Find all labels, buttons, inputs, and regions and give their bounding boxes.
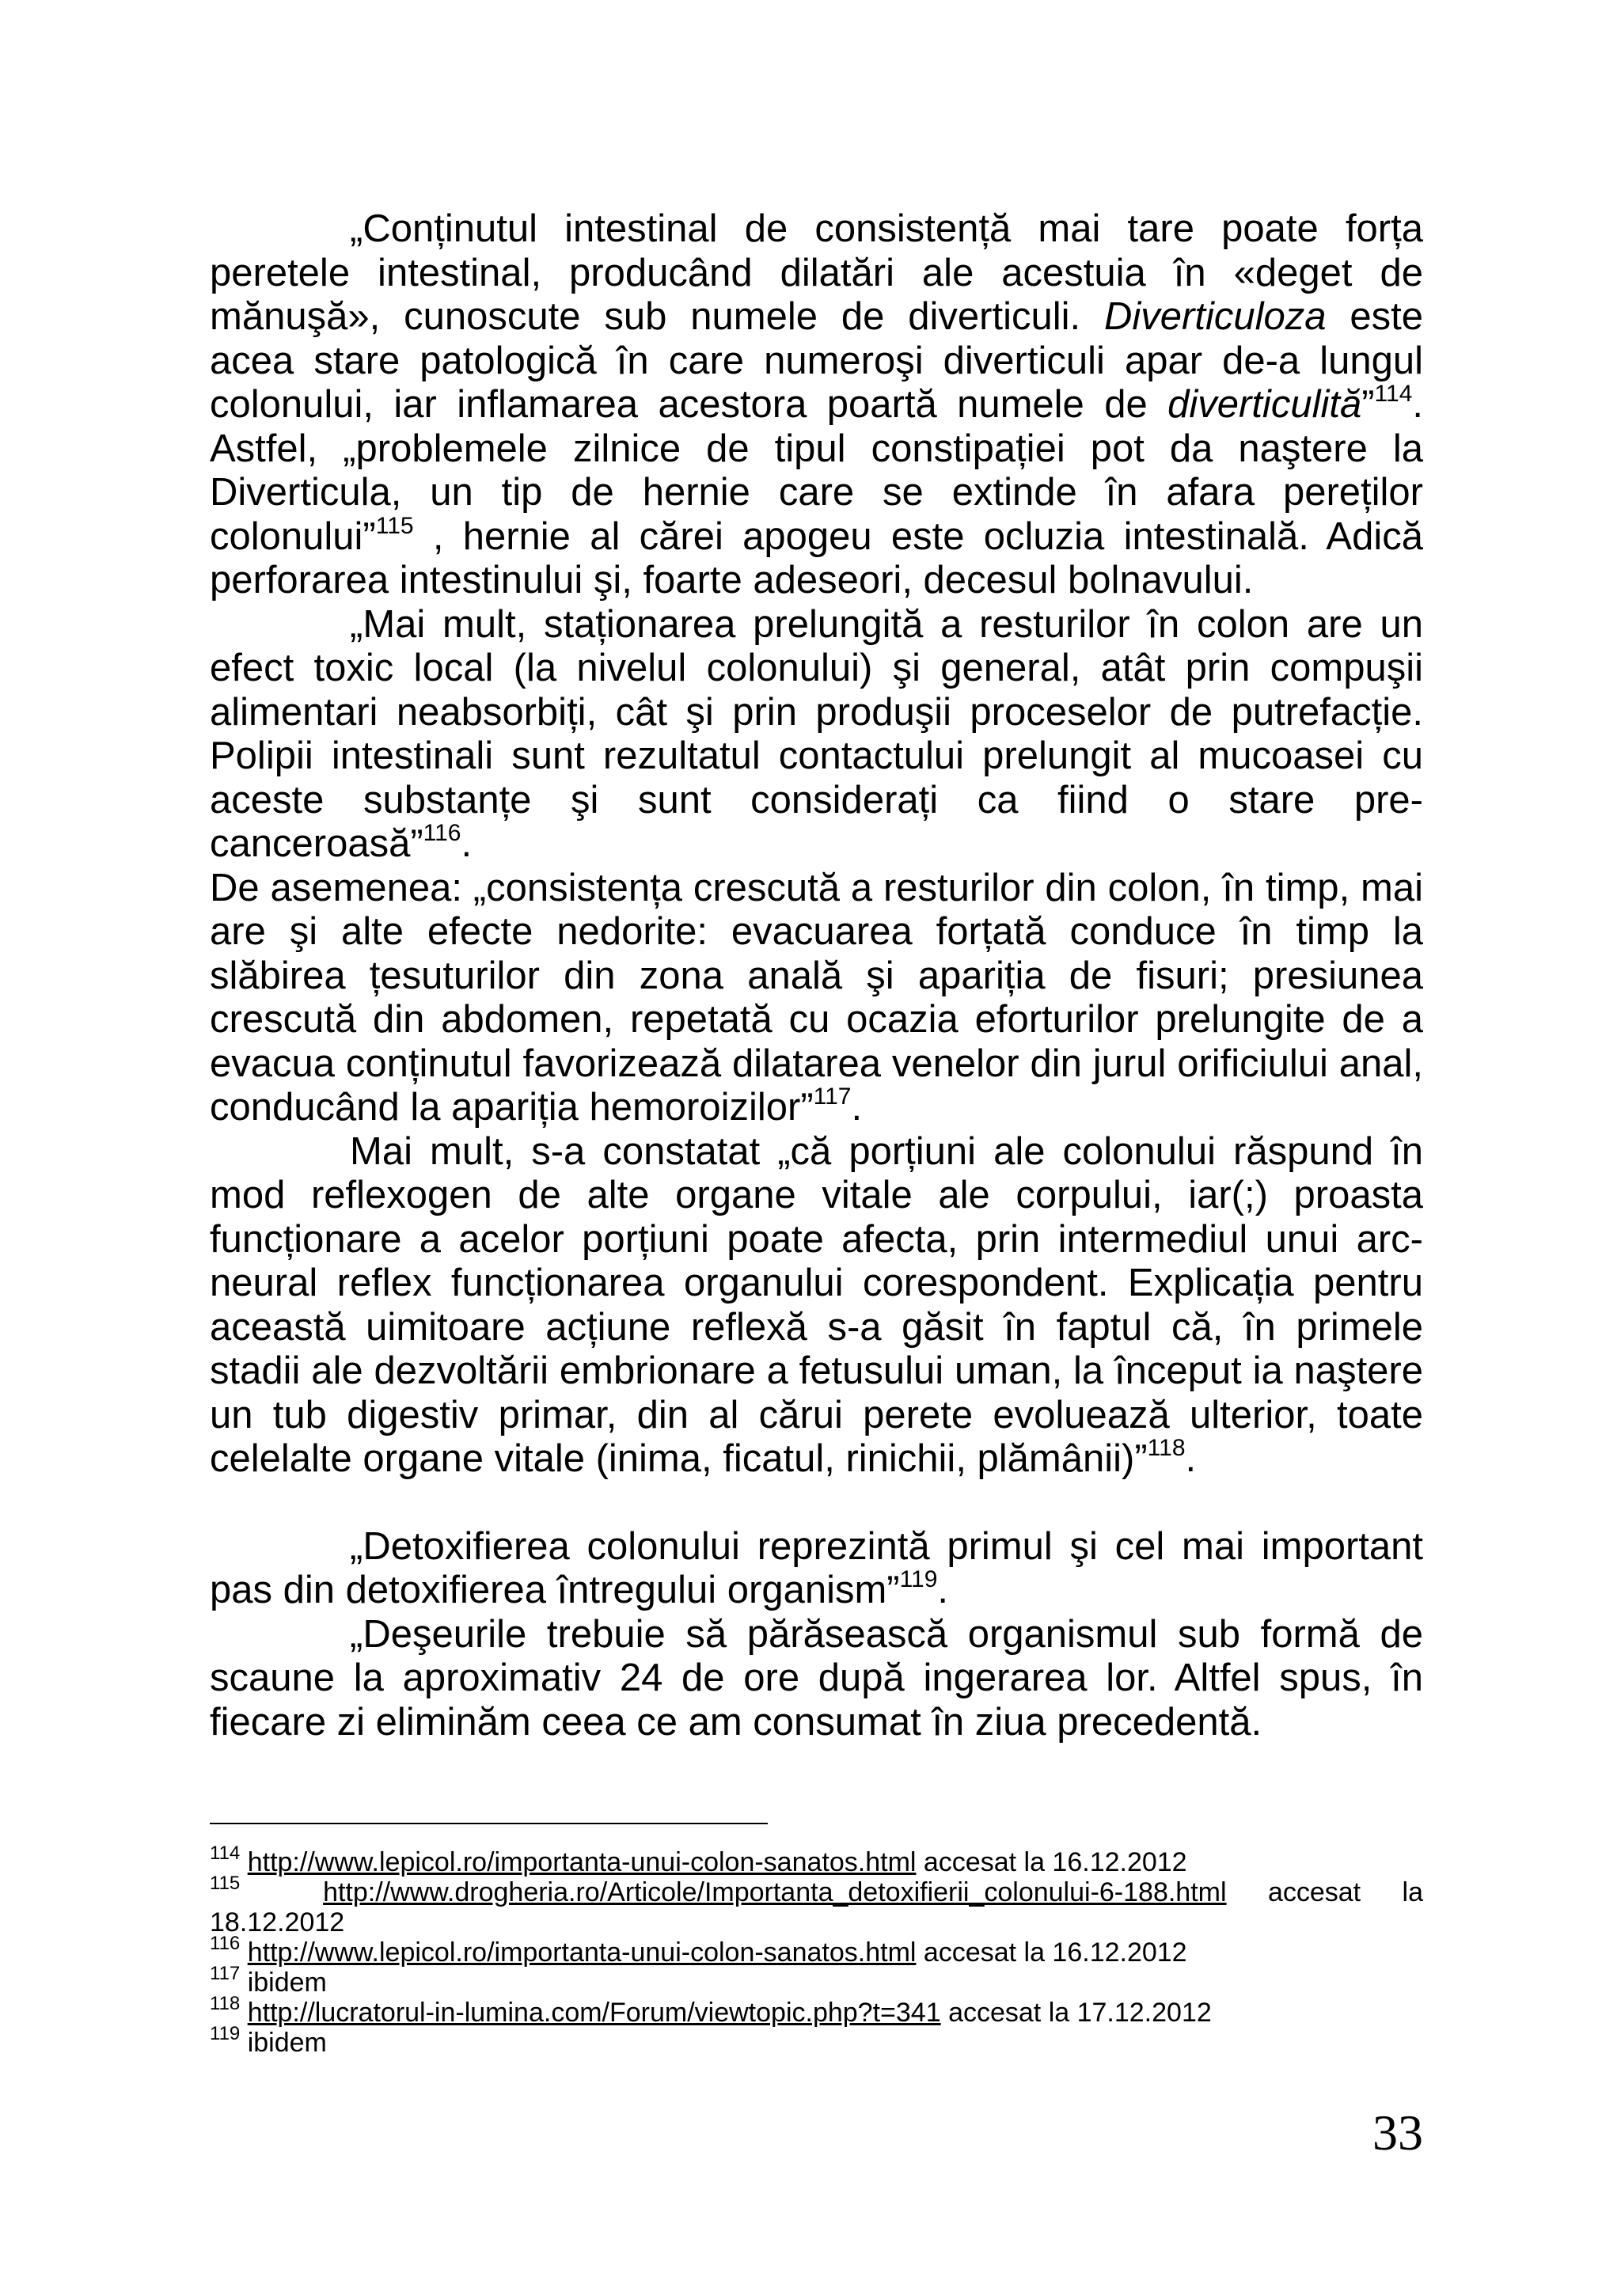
- footnote-118: $^{118}$ http://lucratorul-in-lumina.com/Forum/viewtopic.php?t=341 accesat la 17.12.2012: [210, 1993, 1212, 2028]
- footnote-link[interactable]: http://lucratorul-in-lumina.com/Forum/viewtopic.php?t=341: [247, 1998, 941, 2028]
- main-text: [210, 207, 1423, 1744]
- paragraph-diverticulosis: „Conținutul intestinal de consistență mai tare poate forța peretele intestinal, producând dilatări ale acestuia în «deget de mănuşă», cunoscute sub numele de diverticuli. Diverticuloza este acea stare patologică în care numeroşi diverticuli apar de-a lungul colonului, iar inflamarea acestora poartă numele de diverticulită”$^{114}$. Astfel, „problemele zilnice de tipul constipației pot da naştere la Diverticula, un tip de hernie care se extinde în afara pereților colonului”$^{115}$ , hernie al cărei apogeu este ocluzia intestinală. Adică perforarea intestinului şi, foarte adeseori, decesul bolnavului.: [210, 207, 1423, 602]
- paragraph-other-effects: De asemenea: „consistența crescută a resturilor din colon, în timp, mai are şi alte efecte nedorite: evacuarea forțată conduce în timp la slăbirea țesuturilor din zona anală şi apariția de fisuri; presiunea crescută din abdomen, repetată cu ocazia eforturilor prelungite de a evacua conținutul favorizează dilatarea venelor din jurul orificiului anal, conducând la apariția hemoroizilor”$^{117}$.: [210, 866, 1423, 1129]
- page-number: 33: [1372, 2104, 1423, 2161]
- paragraph-detox: „Detoxifierea colonului reprezintă primul şi cel mai important pas din detoxifierea întregului organism”$^{119}$.: [210, 1524, 1423, 1611]
- footnote-ref-118[interactable]: 118: [1147, 1435, 1186, 1461]
- paragraph-gap: [210, 1482, 1423, 1525]
- footnote-separator: [210, 1823, 768, 1824]
- footnote-116: $^{116}$ http://www.lepicol.ro/importanta-unui-colon-sanatos.html accesat la 16.12.2012: [210, 1933, 1187, 1968]
- footnote-114: $^{114}$ http://www.lepicol.ro/importanta-unui-colon-sanatos.html accesat la 16.12.2012: [210, 1842, 1187, 1877]
- footnote-ref-115[interactable]: 115: [375, 512, 414, 539]
- footnote-ref-117[interactable]: 117: [813, 1083, 852, 1110]
- footnote-119: $^{119}$ ibidem: [210, 2023, 327, 2058]
- footnotes: [210, 1842, 1423, 2058]
- footnote-link[interactable]: http://www.lepicol.ro/importanta-unui-colon-sanatos.html: [247, 1847, 917, 1877]
- paragraph-waste: „Deşeurile trebuie să părăsească organismul sub formă de scaune la aproximativ 24 de ore după ingerarea lor. Altfel spus, în fiecare zi eliminăm ceea ce am consumat în ziua precedentă.: [210, 1612, 1423, 1744]
- term-diverticulita: diverticulită: [1167, 383, 1362, 426]
- paragraph-reflex: Mai mult, s-a constatat „că porțiuni ale colonului răspund în mod reflexogen de alte organe vitale ale corpului, iar(;) proasta funcționare a acelor porțiuni poate afecta, prin intermediul unui arc-neural reflex funcționarea organului corespondent. Explicația pentru această uimitoare acțiune reflexă s-a găsit în faptul că, în primele stadii ale dezvoltării embrionare a fetusului uman, la început ia naştere un tub digestiv primar, din al cărui perete evoluează ulterior, toate celelalte organe vitale (inima, ficatul, rinichii, plămânii)”$^{118}$.: [210, 1129, 1423, 1480]
- paragraph-toxic-effect: „Mai mult, staționarea prelungită a resturilor în colon are un efect toxic local (la nivelul colonului) şi general, atât prin compuşii alimentari neabsorbiți, cât şi prin produşii proceselor de putrefacție. Polipii intestinali sunt rezultatul contactului prelungit al mucoasei cu aceste substanțe şi sunt considerați ca fiind o stare pre-canceroasă”$^{116}$.: [210, 602, 1423, 865]
- footnote-link[interactable]: http://www.lepicol.ro/importanta-unui-colon-sanatos.html: [247, 1937, 917, 1968]
- footnote-ref-114[interactable]: 114: [1374, 381, 1413, 407]
- footnote-ref-119[interactable]: 119: [899, 1566, 938, 1592]
- footnote-117: $^{117}$ ibidem: [210, 1963, 327, 1998]
- footnote-link[interactable]: http://www.drogheria.ro/Articole/Importanta_detoxifierii_colonului-6-188.html: [323, 1877, 1227, 1907]
- term-diverticuloza: Diverticuloza: [1104, 295, 1327, 338]
- footnote-ref-116[interactable]: 116: [423, 820, 461, 846]
- footnote-115: $^{115}$ http://www.drogheria.ro/Articole/Importanta_detoxifierii_colonului-6-188.html accesat la 18.12.2012: [210, 1873, 1423, 1937]
